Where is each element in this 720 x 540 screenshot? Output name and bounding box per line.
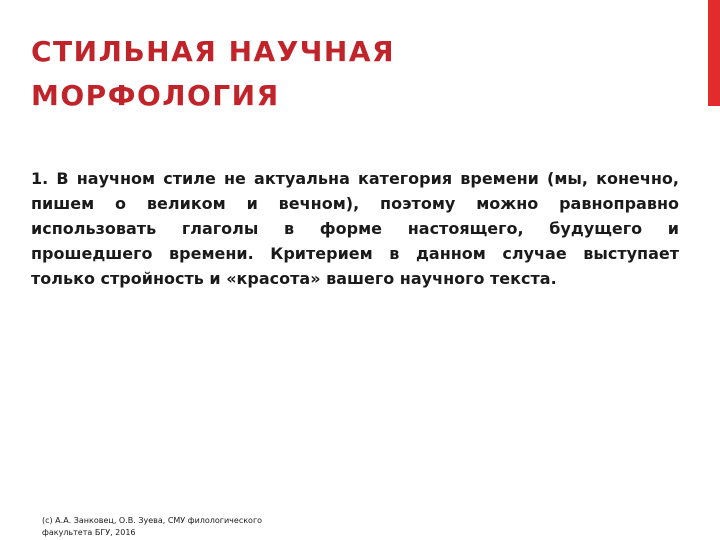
slide-title-line: СТИЛЬНАЯ НАУЧНАЯ [31, 35, 396, 68]
slide-title-line: МОРФОЛОГИЯ [31, 79, 280, 112]
slide-body-text: 1. В научном стиле не актуальна категория времени (мы, конечно, пишем о великом и вечном), поэтому можно равноправно использовать глаголы в форме настоящего, будущего и прошедшего времени. Критерием в данном случае выступает только стройность и «красота» вашего научного текста. [31, 169, 679, 288]
slide-title [31, 30, 671, 118]
accent-bar [708, 0, 720, 106]
footer-credit-line: (с) А.А. Занковец, О.В. Зуева, СМУ филологического [42, 516, 263, 525]
footer-credit [42, 515, 322, 539]
footer-credit-line: факультета БГУ, 2016 [42, 528, 136, 537]
